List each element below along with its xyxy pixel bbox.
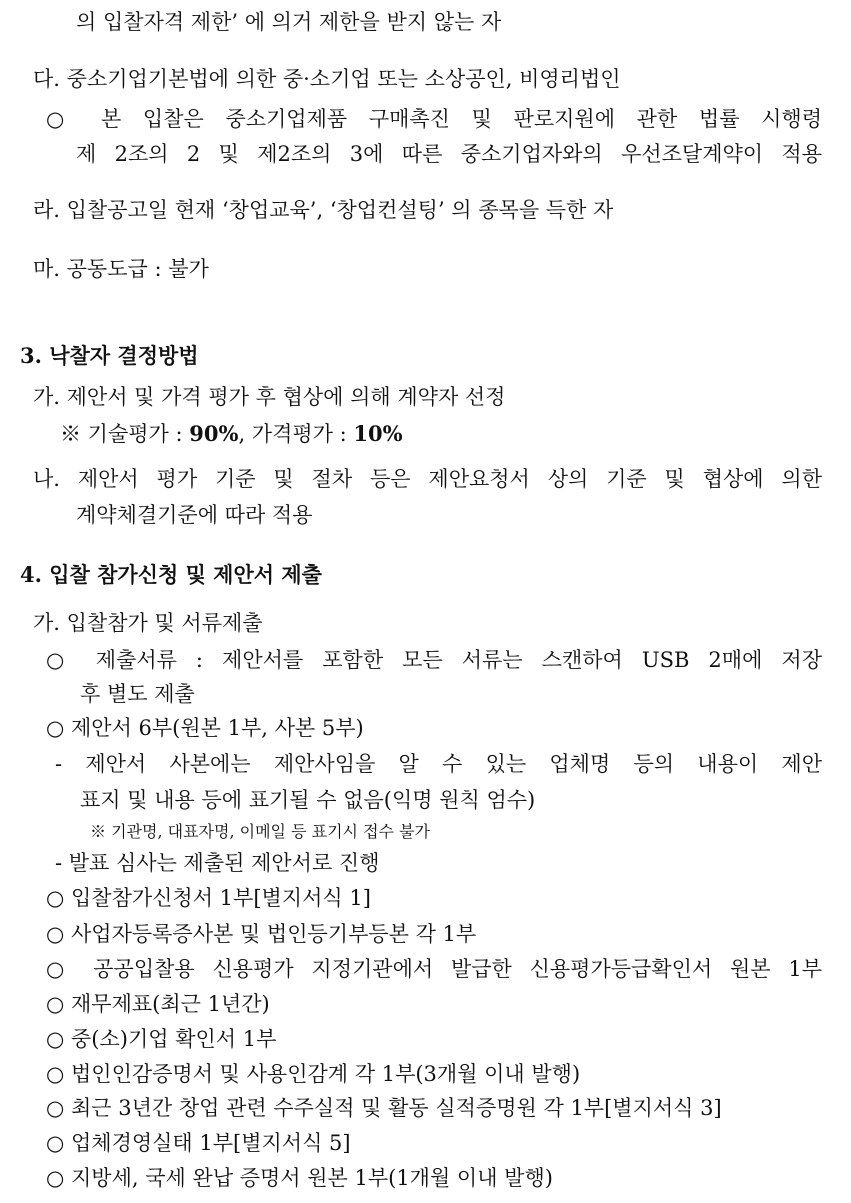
bullet-item: ○ 공공입찰용 신용평가 지정기관에서 발급한 신용평가등급확인서 원본 1부 xyxy=(46,957,822,981)
text-line: 후 별도 제출 xyxy=(80,682,195,706)
text-line: 표지 및 내용 등에 표기될 수 없음(익명 원칙 엄수) xyxy=(80,788,536,812)
item-ma: 마. 공동도급 : 불가 xyxy=(33,257,209,281)
eval-ratio-note xyxy=(60,423,403,445)
bullet-item: ○ 업체경영실태 1부[별지서식 5] xyxy=(46,1131,351,1155)
dash-item: - 제안서 사본에는 제안사임을 알 수 있는 업체명 등의 내용이 제안 xyxy=(55,752,822,776)
note-line: ※ 기관명, 대표자명, 이메일 등 표기시 접수 불가 xyxy=(90,822,430,841)
bullet-item: ○ 제안서 6부(원본 1부, 사본 5부) xyxy=(46,716,364,740)
item-ga: 가. 제안서 및 가격 평가 후 협상에 의해 계약자 선정 xyxy=(33,385,506,409)
price-eval-value: 10% xyxy=(353,421,403,446)
price-eval-label: , 가격평가 : xyxy=(238,422,354,446)
bullet-item: ○ 재무제표(최근 1년간) xyxy=(46,992,270,1016)
text-line: 의 입찰자격 제한’ 에 의거 제한을 받지 않는 자 xyxy=(76,10,502,34)
item-ga: 가. 입찰참가 및 서류제출 xyxy=(33,611,263,635)
bullet-item: ○ 중(소)기업 확인서 1부 xyxy=(46,1027,277,1051)
item-na: 나. 제안서 평가 기준 및 절차 등은 제안요청서 상의 기준 및 협상에 의한 xyxy=(33,467,822,491)
bullet-item: ○ 법인인감증명서 및 사용인감계 각 1부(3개월 이내 발행) xyxy=(46,1062,581,1086)
bullet-item: ○ 최근 3년간 창업 관련 수주실적 및 활동 실적증명원 각 1부[별지서식 3] xyxy=(46,1096,722,1120)
bullet-item: ○ 지방세, 국세 완납 증명서 원본 1부(1개월 이내 발행) xyxy=(46,1166,553,1190)
dash-item: - 발표 심사는 제출된 제안서로 진행 xyxy=(55,851,380,875)
text-line: 계약체결기준에 따라 적용 xyxy=(76,503,313,527)
bullet-item: ○ 입찰참가신청서 1부[별지서식 1] xyxy=(46,886,371,910)
tech-eval-label: ※ 기술평가 : xyxy=(60,422,190,446)
tech-eval-value: 90% xyxy=(189,421,239,446)
item-ra: 라. 입찰공고일 현재 ‘창업교육’, ‘창업컨설팅’ 의 종목을 득한 자 xyxy=(33,198,614,222)
bullet-item: ○ 본 입찰은 중소기업제품 구매촉진 및 판로지원에 관한 법률 시행령 xyxy=(46,107,822,131)
section-heading-3: 3. 낙찰자 결정방법 xyxy=(20,343,199,368)
text-line: 제 2조의 2 및 제2조의 3에 따른 중소기업자와의 우선조달계약이 적용 xyxy=(76,142,822,166)
item-da: 다. 중소기업기본법에 의한 중·소기업 또는 소상공인, 비영리법인 xyxy=(33,67,621,91)
bullet-item: ○ 제출서류 : 제안서를 포함한 모든 서류는 스캔하여 USB 2매에 저장 xyxy=(46,648,822,672)
section-heading-4: 4. 입찰 참가신청 및 제안서 제출 xyxy=(20,562,322,587)
bullet-item: ○ 사업자등록증사본 및 법인등기부등본 각 1부 xyxy=(46,922,477,946)
